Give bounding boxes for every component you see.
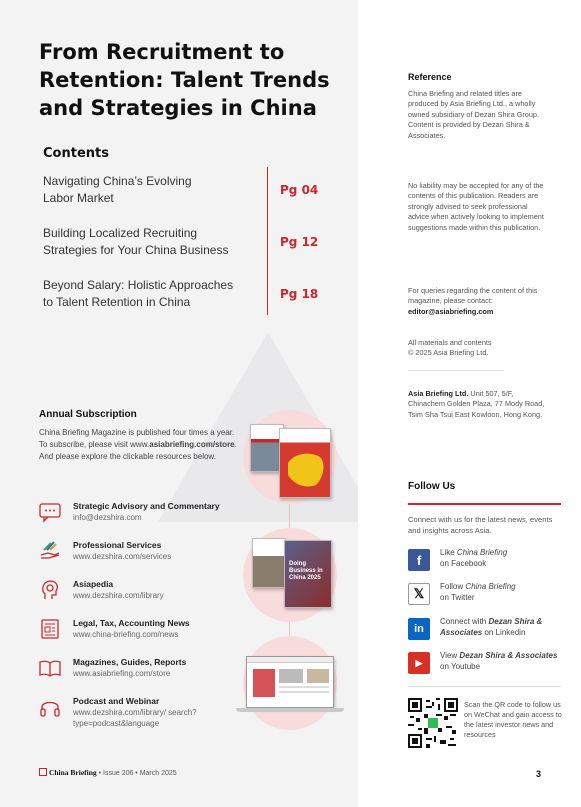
guide-cover-image[interactable] — [284, 540, 332, 608]
footer: China Briefing • Issue 206 • March 2025 — [39, 768, 177, 777]
website-screenshot-image[interactable] — [246, 656, 334, 708]
head-gear-icon — [39, 579, 61, 601]
follow-heading: Follow Us — [408, 481, 456, 492]
toc-item-page: Pg 04 — [280, 183, 319, 197]
table-of-contents — [43, 173, 333, 329]
resource-url: www.dezshira.com/library — [73, 591, 164, 600]
linkedin-icon: in — [408, 618, 430, 640]
resource-title: Strategic Advisory and Commentary — [73, 501, 220, 511]
youtube-icon: ▶ — [408, 652, 430, 674]
toc-item[interactable] — [43, 225, 333, 277]
magazine-cover-image[interactable] — [279, 428, 331, 498]
toc-item-title: Building Localized Recruiting Strategies for Your China Business — [43, 226, 229, 257]
connector-line — [289, 500, 290, 530]
title-line: Retention: Talent Trends — [39, 68, 330, 92]
subscription-heading: Annual Subscription — [39, 409, 137, 420]
store-link[interactable]: asiabriefing.com/store — [149, 440, 235, 449]
toc-item-page: Pg 18 — [280, 287, 319, 301]
toc-item-title: Navigating China’s Evolving Labor Market — [43, 174, 192, 205]
logo-icon — [39, 768, 47, 776]
linkedin-link[interactable] — [408, 616, 558, 646]
resource-link[interactable] — [39, 501, 239, 535]
subscription-text: China Briefing Magazine is published four times a year. To subscribe, please visit www.asiabriefing.com/store. And please explore the clickable resources below. — [39, 428, 237, 461]
follow-divider — [408, 503, 561, 505]
resource-link[interactable] — [39, 579, 239, 613]
chat-icon — [39, 501, 61, 523]
twitter-link[interactable] — [408, 581, 558, 611]
editor-email-link[interactable]: editor@asiabriefing.com — [408, 306, 494, 316]
resource-url: www.asiabriefing.com/store — [73, 669, 171, 678]
qr-caption: Scan the QR code to follow us on WeChat and gain access to the latest investor news and resources — [464, 700, 562, 739]
title-line: and Strategies in China — [39, 96, 317, 120]
guide-title: Doing Business in China 2025 — [289, 561, 323, 581]
social-label: Connect with Dezan Shira & Associates on Linkedin — [440, 617, 543, 637]
hand-pen-icon — [39, 540, 61, 562]
book-icon — [39, 657, 61, 679]
disclaimer-text: No liability may be accepted for any of the contents of this publication. Readers are strongly advised to seek professional advice when actively looking to implement suggestions made within this publication. — [408, 181, 544, 232]
follow-intro: Connect with us for the latest news, events and insights across Asia. — [408, 515, 553, 535]
brand-name: China Briefing — [48, 768, 97, 777]
contents-heading: Contents — [43, 146, 109, 161]
title-line: From Recruitment to — [39, 40, 285, 64]
resource-link[interactable] — [39, 540, 239, 574]
facebook-link[interactable] — [408, 547, 558, 577]
copyright-text: All materials and contents © 2025 Asia Briefing Ltd. — [408, 338, 492, 358]
page-number: 3 — [536, 769, 542, 779]
toc-item[interactable] — [43, 173, 333, 225]
social-label: Follow China Briefing on Twitter — [440, 582, 516, 602]
toc-item-page: Pg 12 — [280, 235, 319, 249]
laptop-base — [236, 708, 344, 712]
news-icon — [39, 618, 61, 640]
youtube-link[interactable] — [408, 650, 558, 680]
resource-link[interactable] — [39, 618, 239, 652]
social-label: Like China Briefing on Facebook — [440, 548, 508, 568]
headphones-icon — [39, 696, 61, 718]
facebook-icon: f — [408, 549, 430, 571]
reference-text: China Briefing and related titles are produced by Asia Briefing Ltd., a wholly owned subsidiary of Dezan Shira Group. Content is provided by Dezan Shira & Associates. — [408, 89, 540, 140]
resource-url: info@dezshira.com — [73, 513, 142, 522]
resource-url: www.dezshira.com/library/ search?type=podcast&language — [73, 708, 197, 728]
guide-cover-image[interactable] — [252, 538, 286, 588]
resource-title: Asiapedia — [73, 579, 114, 589]
resource-url: www.dezshira.com/services — [73, 552, 172, 561]
toc-item[interactable] — [43, 277, 333, 329]
contact-text: For queries regarding the content of this magazine, please contact: editor@asiabriefing.com — [408, 286, 538, 316]
divider — [408, 370, 504, 371]
divider — [408, 686, 561, 687]
resource-title: Magazines, Guides, Reports — [73, 657, 187, 667]
resource-link[interactable] — [39, 657, 239, 691]
resource-title: Podcast and Webinar — [73, 696, 160, 706]
wechat-qr-code[interactable] — [408, 698, 458, 748]
resource-url: www.china-briefing.com/news — [73, 630, 179, 639]
x-twitter-icon: 𝕏 — [408, 583, 430, 605]
resource-title: Legal, Tax, Accounting News — [73, 618, 190, 628]
social-label: View Dezan Shira & Associates on Youtube — [440, 651, 558, 671]
address-text: Asia Briefing Ltd. Unit 507, 5/F, Chinachem Golden Plaza, 77 Mody Road, Tsim Sha Tsui East Kowloon, Hong Kong. — [408, 389, 545, 419]
china-map-image — [280, 443, 332, 499]
page-title — [39, 38, 339, 122]
resource-link[interactable] — [39, 696, 239, 736]
resource-title: Professional Services — [73, 540, 162, 550]
toc-item-title: Beyond Salary: Holistic Approaches to Talent Retention in China — [43, 278, 234, 309]
reference-heading: Reference — [408, 72, 452, 82]
